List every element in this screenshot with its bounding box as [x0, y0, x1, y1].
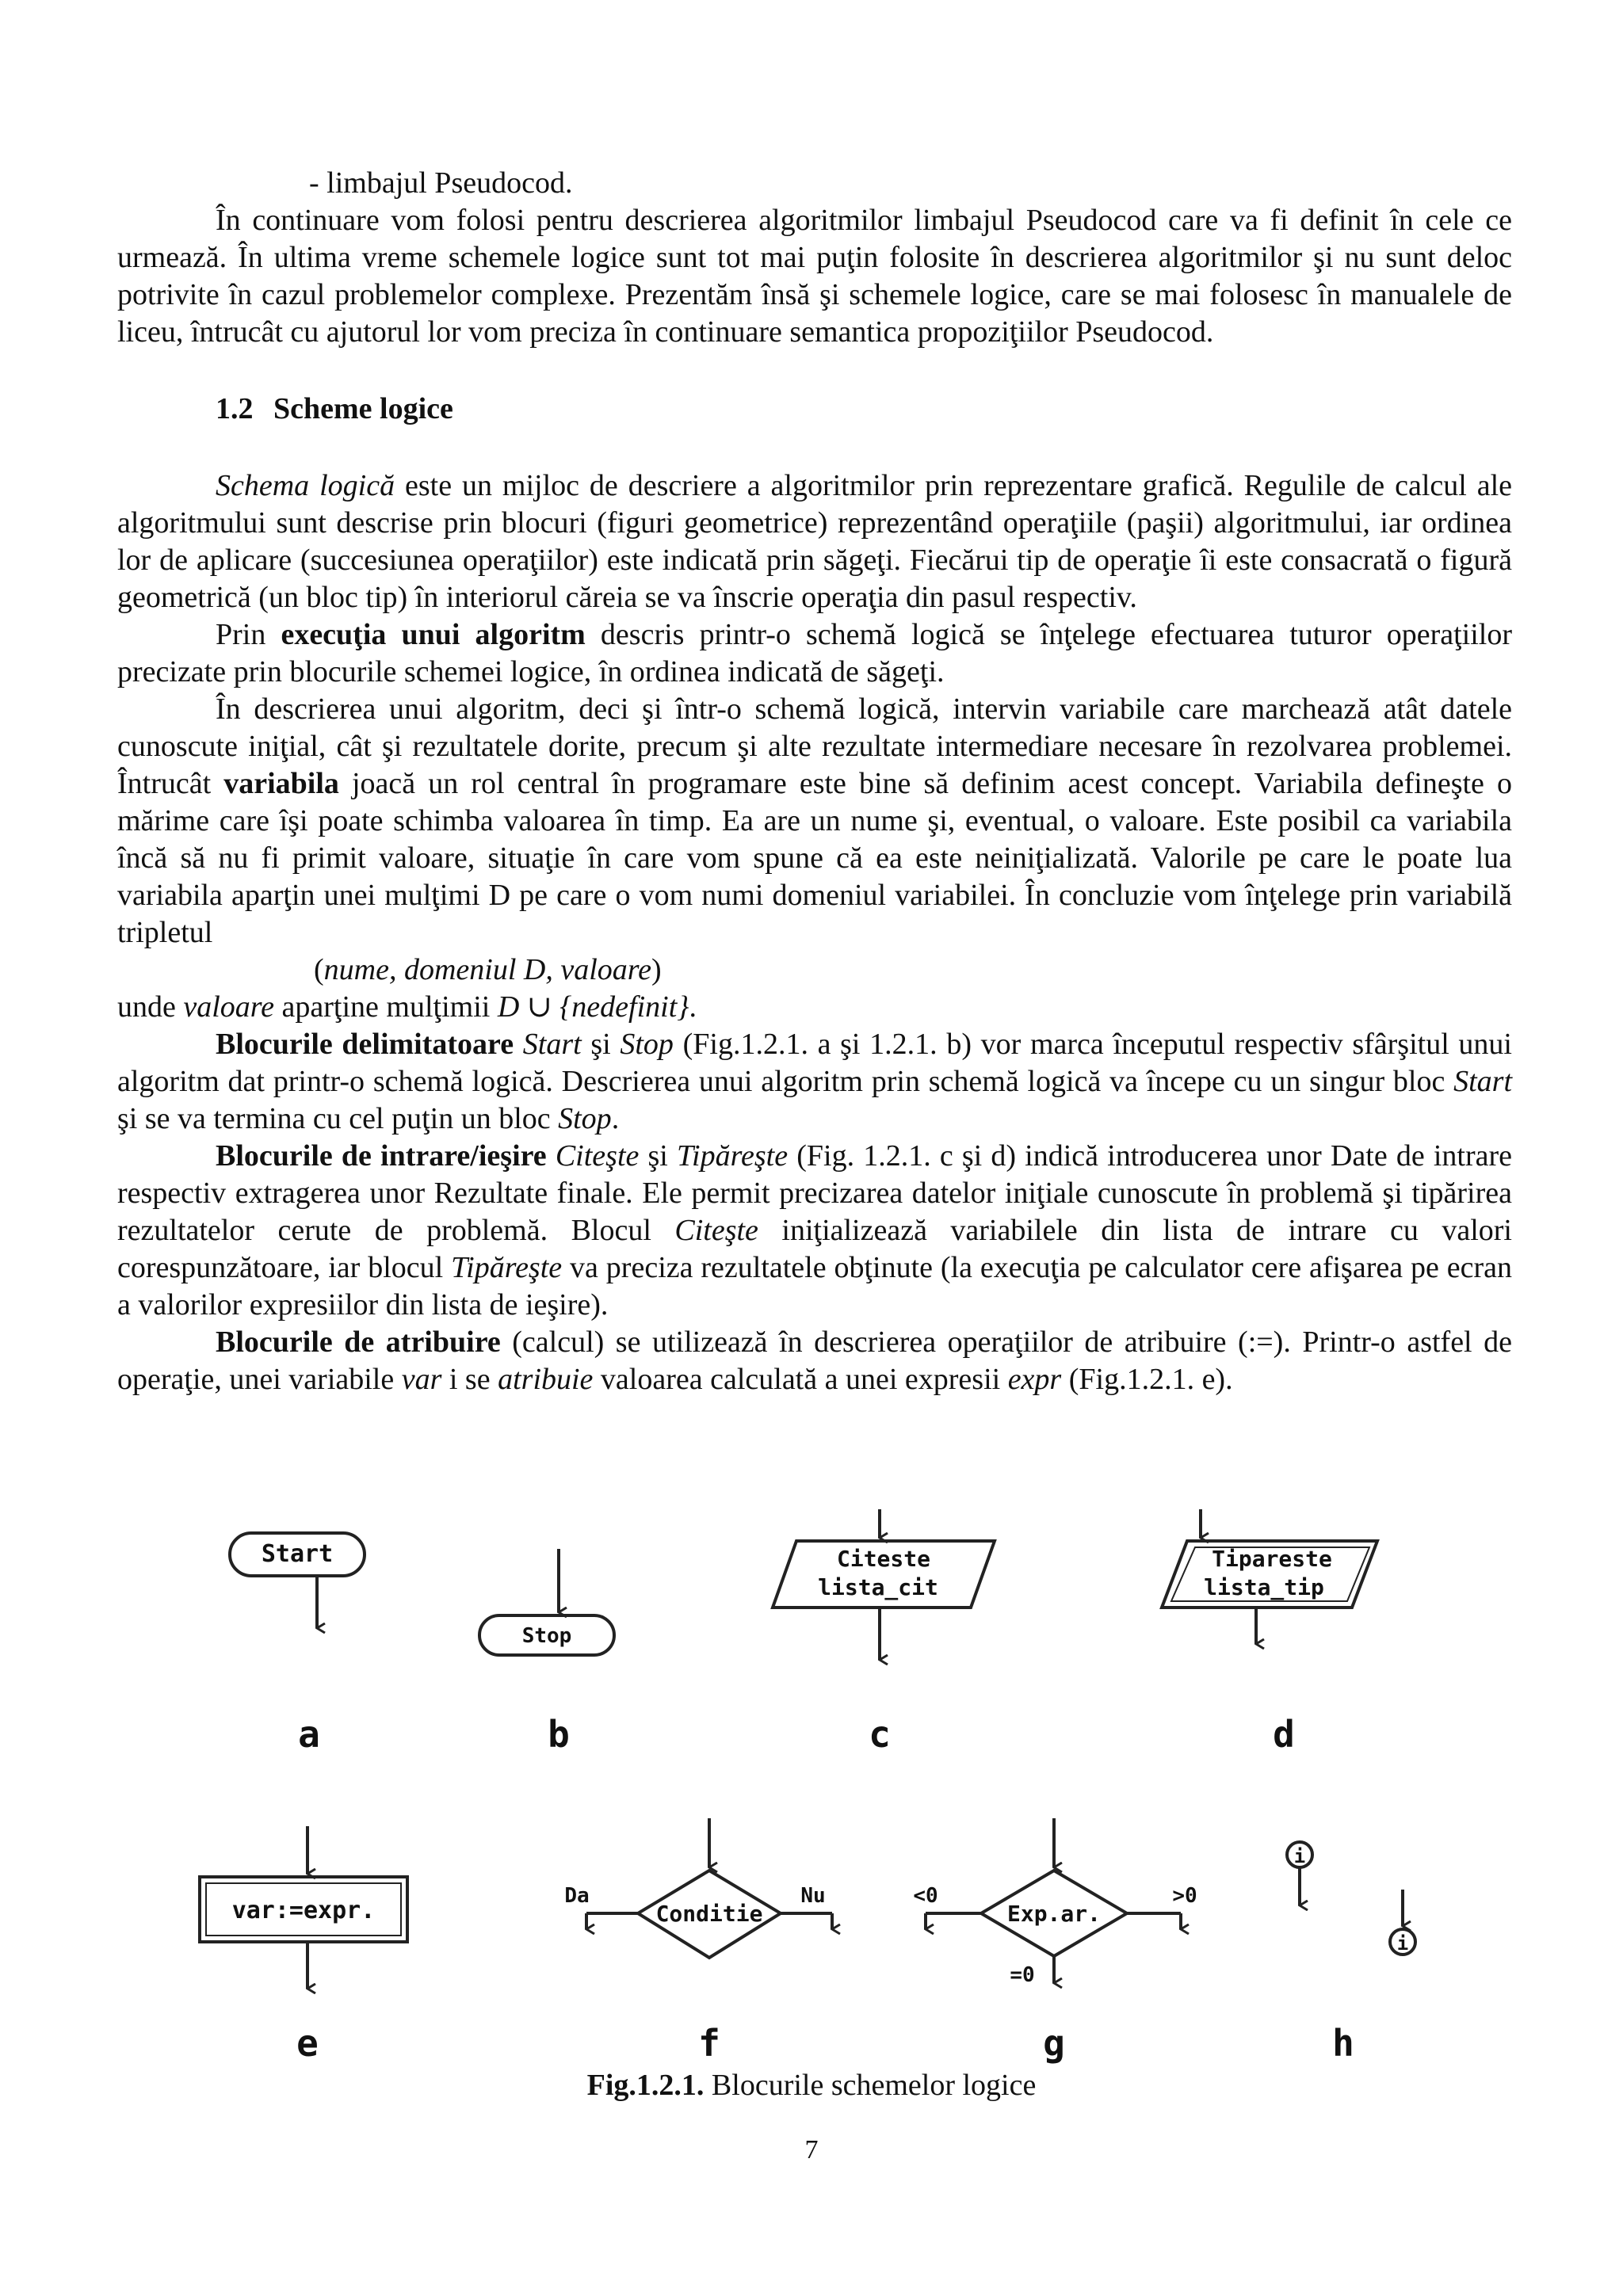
atribuire-label: var:=expr.	[231, 1897, 376, 1924]
term-tipareste: Tipăreşte	[451, 1251, 563, 1284]
text: aparţine mulţimii	[274, 990, 498, 1024]
conditie-yes-label: Da	[564, 1884, 590, 1908]
expar-lt-label: <0	[913, 1884, 938, 1908]
text: joacă un rol central în programare este bine să definim acest concept. Variabila defineşte o mărime care îşi poate schimba valoarea în timp. Ea are un nume şi, eventual, o valoare. Este posibil ca variabila încă să nu fi primit valoare, situaţie în care vom spune că ea este neiniţializată. Valorile pe care le poate lua variabila aparţin unei mulţimi D pe care o vom numi domeniul variabilei. În concluzie vom înţelege prin variabilă tripletul	[117, 767, 1512, 949]
term-tipareste: Tipăreşte	[677, 1139, 789, 1173]
term-citeste: Citeşte	[674, 1214, 758, 1247]
text: (Fig.1.2.1. a şi 1.2.1. b) vor marca începutul respectiv sfârşitul unui algoritm dat printr-o schemă logică. Descrierea unui algoritm prin schemă logică va începe cu un singur bloc	[117, 1028, 1512, 1098]
text: .	[611, 1102, 620, 1135]
letter-g: g	[1043, 2022, 1065, 2065]
text: şi	[581, 1028, 621, 1061]
term-delimitatoare: Blocurile delimitatoare	[216, 1028, 514, 1061]
page-number: 7	[804, 2135, 819, 2164]
section-title: Scheme logice	[273, 392, 453, 425]
caption-label: Fig.1.2.1.	[586, 2069, 705, 2102]
text: )	[651, 953, 662, 986]
tipareste-label-2: lista_tip	[1204, 1574, 1324, 1600]
term-stop: Stop	[620, 1028, 674, 1061]
term-var: var	[401, 1363, 442, 1396]
text: şi se va termina cu cel puţin un bloc	[117, 1102, 559, 1135]
paragraph-delimitatoare	[117, 1026, 1512, 1138]
paragraph-schema-logica	[117, 467, 1512, 616]
letter-c: c	[869, 1713, 891, 1756]
term-valoare: valoare	[183, 990, 275, 1024]
text: descris printr-o schemă logică se înţelege efectuarea tuturor operaţiilor precizate prin blocurile schemei logice, în ordinea indicată de săgeţi.	[117, 618, 1512, 688]
text: va preciza rezultatele obţinute (la execuţia pe calculator cere afişarea pe ecran a valorilor expresiilor din lista de ieşire).	[117, 1251, 1512, 1322]
figure-caption	[0, 2068, 1623, 2103]
text	[514, 1028, 523, 1061]
set-expression: D ∪ {nedefinit}	[497, 990, 689, 1024]
list-item-pseudocod: - limbajul Pseudocod.	[309, 166, 573, 200]
conditie-no-label: Nu	[800, 1884, 826, 1908]
expar-gt-label: >0	[1172, 1884, 1197, 1908]
term-start: Start	[522, 1028, 582, 1061]
text	[547, 1139, 556, 1173]
term-atribuie: atribuie	[498, 1363, 594, 1396]
term-intrare-iesire: Blocurile de intrare/ieşire	[216, 1139, 547, 1173]
text: Prin	[216, 618, 281, 651]
letter-h: h	[1332, 2022, 1354, 2065]
triplet-definition: nume, domeniul D, valoare	[323, 953, 651, 986]
letter-a: a	[298, 1713, 320, 1756]
text: .	[689, 990, 697, 1024]
text: (calcul) se utilizează în descrierea operaţiilor de atribuire (:=). Printr-o astfel de operaţie, unei variabile	[117, 1325, 1513, 1396]
paragraph-atribuire	[117, 1324, 1512, 1398]
section-heading	[216, 391, 1512, 428]
letter-b: b	[548, 1713, 570, 1756]
term-stop: Stop	[558, 1102, 612, 1135]
expar-eq-label: =0	[1010, 1963, 1035, 1987]
text: (	[314, 953, 324, 986]
section-number: 1.2	[216, 392, 254, 425]
paragraph-variabila	[117, 691, 1512, 952]
text: şi	[639, 1139, 678, 1173]
text: (Fig.1.2.1. e).	[1061, 1363, 1233, 1396]
paragraph-unde	[117, 989, 1512, 1026]
text: valoarea calculată a unei expresii	[593, 1363, 1008, 1396]
paragraph-intrare-iesire	[117, 1138, 1512, 1324]
letter-d: d	[1273, 1713, 1295, 1756]
text: unde	[117, 990, 184, 1024]
paragraph-intro: În continuare vom folosi pentru descrierea algoritmilor limbajul Pseudocod care va fi definit în cele ce urmează. În ultima vreme schemele logice sunt tot mai puţin folosite în descrierea algoritmilor şi nu sunt deloc potrivite în cazul problemelor complexe. Prezentăm însă şi schemele logice, care se mai folosesc în manualele de liceu, întrucât cu ajutorul lor vom preciza în continuare semantica propoziţiilor Pseudocod.	[117, 204, 1512, 349]
connector-in-label: i	[1396, 1932, 1409, 1955]
term-atribuire: Blocurile de atribuire	[216, 1325, 501, 1359]
stop-label: Stop	[521, 1624, 572, 1648]
paragraph-triplet	[117, 952, 1512, 989]
text: este un mijloc de descriere a algoritmilor prin reprezentare grafică. Regulile de calcul ale algoritmului sunt descrise prin blocuri (figuri geometrice) reprezentând operaţiile (paşii) algoritmului, iar ordinea lor de aplicare (succesiunea operaţiilor) este indicată prin săgeţi. Fiecărui tip de operaţie îi este consacrată o figură geometrică (un bloc tip) în interiorul căreia se va înscrie operaţia din pasul respectiv.	[117, 469, 1513, 614]
text: În descrierea unui algoritm, deci şi într-o schemă logică, intervin variabile care marchează atât datele cunoscute iniţial, cât şi rezultatele dorite, precum şi alte rezultate intermediare necesare în rezolvarea problemei. Întrucât	[117, 692, 1512, 800]
flowchart-blocks-figure	[198, 1509, 1434, 2080]
letter-f: f	[698, 2022, 720, 2065]
caption-text: Blocurile schemelor logice	[704, 2069, 1037, 2102]
term-schema-logica: Schema logică	[216, 469, 395, 502]
paragraph-executie	[117, 616, 1512, 691]
tipareste-label-1: Tipareste	[1212, 1546, 1332, 1572]
text: iniţializează variabilele din lista de intrare cu valori corespunzătoare, iar blocul	[117, 1214, 1512, 1284]
term-start: Start	[1453, 1065, 1512, 1098]
citeste-label-1: Citeste	[836, 1546, 931, 1572]
term-executie: execuţia unui algoritm	[281, 618, 586, 651]
letter-e: e	[296, 2022, 319, 2065]
connector-out-label: i	[1293, 1845, 1306, 1867]
term-variabila: variabila	[223, 767, 339, 800]
citeste-label-2: lista_cit	[818, 1574, 938, 1600]
conditie-label: Conditie	[655, 1901, 763, 1927]
start-label: Start	[261, 1540, 334, 1568]
text: (Fig. 1.2.1. c şi d) indică introducerea unor Date de intrare respectiv extragerea unor Rezultate finale. Ele permit precizarea datelor iniţiale cunoscute în problemă şi tipărirea rezultatelor cerute de problemă. Blocul	[117, 1139, 1513, 1247]
expar-label: Exp.ar.	[1006, 1901, 1102, 1927]
term-expr: expr	[1007, 1363, 1062, 1396]
term-citeste: Citeşte	[555, 1139, 640, 1173]
text: i se	[441, 1363, 498, 1396]
figure-svg	[198, 1509, 1434, 2080]
document-body	[117, 165, 1512, 1398]
